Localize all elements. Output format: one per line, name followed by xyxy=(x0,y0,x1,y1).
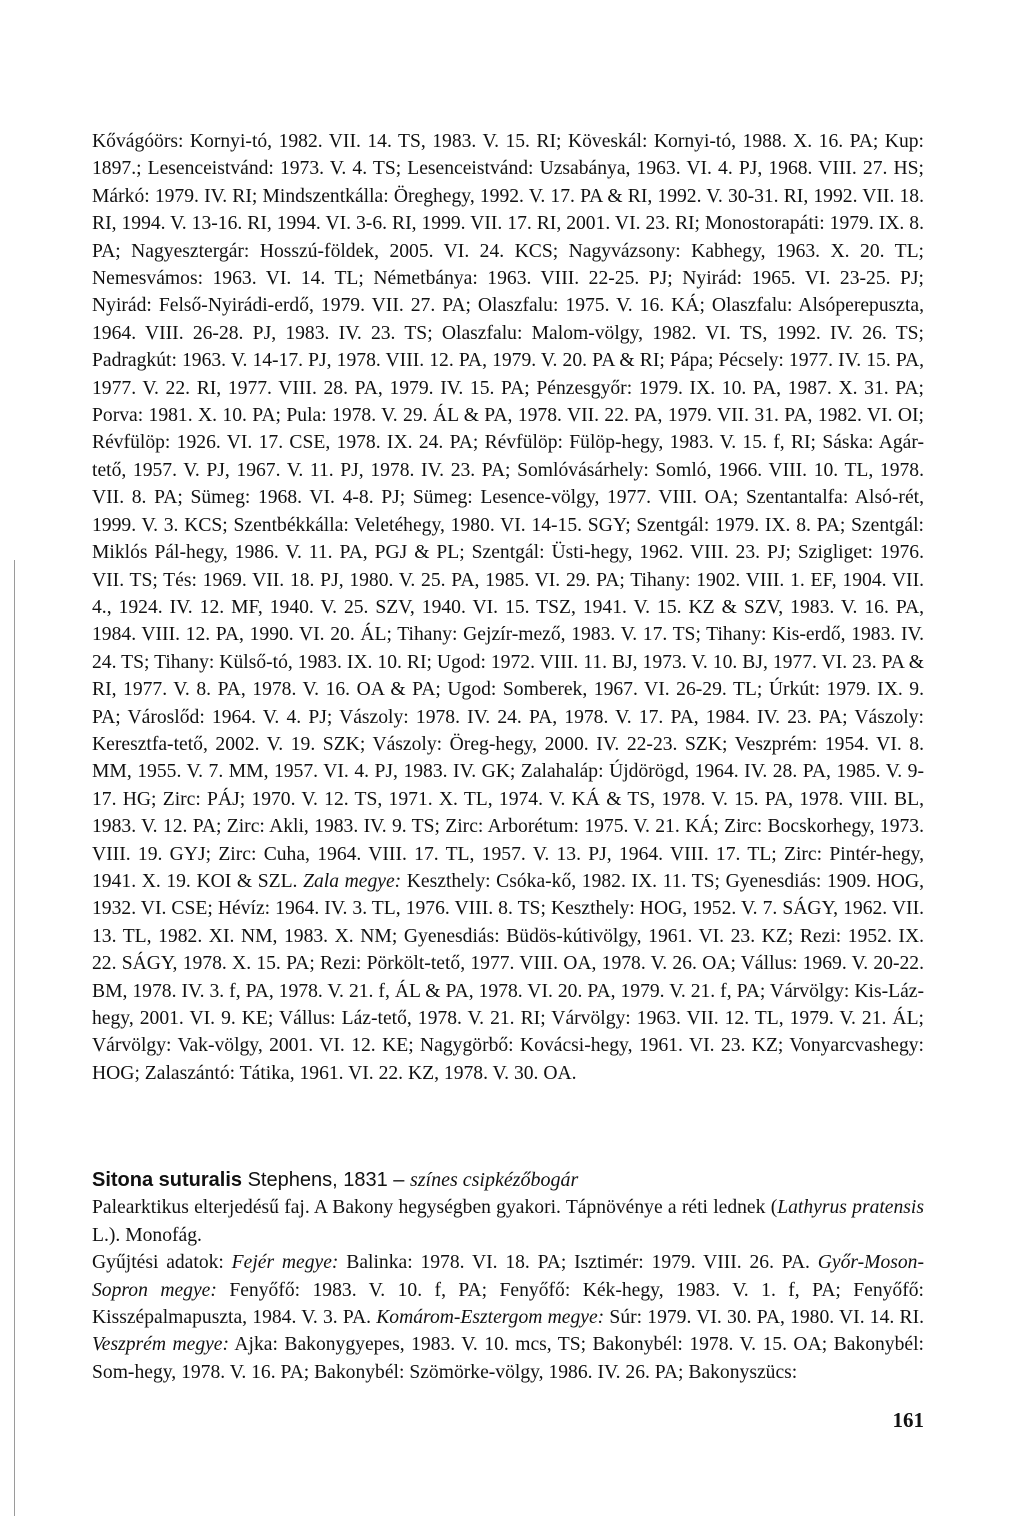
plant-open: ( xyxy=(770,1197,778,1219)
zala-records-text: Keszthely: Csóka-kő, 1982. IX. 11. TS; Gyenesdiás: 1909. HOG, 1932. VI. CSE; Hévíz: 1964. IV. 3. TL, 1976. VIII. 8. TS; Keszthely: HOG, 1952. V. 7. SÁGY, 1962. VII. 13. TL, 1982. XI. NM, 1983. X. NM; Gyenesdiás: Büdös-kútivölgy, 1961. VI. 23. KZ; Rezi: 1952. IX. 22. SÁGY, 1978. X. 15. PA; Rezi: Pörkölt-tető, 1977. VIII. OA, 1978. V. 26. OA; Vállus: 1969. V. 20-22. BM, 1978. IV. 3. f, PA, 1978. V. 21. f, ÁL & PA, 1978. VI. 20. PA, 1979. V. 21. f, PA; Várvölgy: Kis-Láz-hegy, 2001. VI. 9. KE; Vállus: Láz-tető, 1978. V. 21. RI; Várvölgy: 1963. VII. 12. TL, 1979. V. 21. ÁL; Várvölgy: Vak-völgy, 2001. VI. 12. KE; Nagygörbő: Kovácsi-hegy, 1961. VI. 23. KZ; Vonyarcvashegy: HOG; Zalaszántó: Tátika, 1961. VI. 22. KZ, 1978. V. 30. OA. xyxy=(92,870,924,1084)
scan-edge-line xyxy=(14,560,15,1516)
records-text: Kővágóörs: Kornyi-tó, 1982. VII. 14. TS, 1983. V. 15. RI; Köveskál: Kornyi-tó, 1988. X. 16. PA; Kup: 1897.; Lesenceistvánd: 1973. V. 4. TS; Lesenceistvánd: Uzsabánya, 1963. VI. 4. PJ, 1968. VIII. 27. HS; Márkó: 1979. IV. RI; Mindszentkálla: Öreghegy, 1992. V. 17. PA & RI, 1992. V. 30-31. RI, 1992. VII. 18. RI, 1994. V. 13-16. RI, 1994. VI. 3-6. RI, 1999. VII. 17. RI, 2001. VI. 23. RI; Monostorapáti: 1979. IX. 8. PA; Nagyesztergár: Hosszú-földek, 2005. VI. 24. KCS; Nagyvázsony: Kabhegy, 1963. X. 20. TL; Nemesvámos: 1963. VI. 14. TL; Németbánya: 1963. VIII. 22-25. PJ; Nyirád: 1965. VI. 23-25. PJ; Nyirád: Felső-Nyirádi-erdő, 1979. VII. 27. PA; Olaszfalu: 1975. V. 16. KÁ; Olaszfalu: Alsóperepuszta, 1964. VIII. 26-28. PJ, 1983. IV. 23. TS; Olaszfalu: Malom-völgy, 1982. VI. TS, 1992. IV. 26. TS; Padragkút: 1963. V. 14-17. PJ, 1978. VIII. 12. PA, 1979. V. 20. PA & RI; Pápa; Pécsely: 1977. IV. 15. PA, 1977. V. 22. RI, 1977. VIII. 28. PA, 1979. IV. 15. PA; Pénzesgyőr: 1979. IX. 10. PA, 1987. X. 31. PA; Porva: 1981. X. 10. PA; Pula: 1978. V. 29. ÁL & PA, 1978. VII. 22. PA, 1979. VII. 31. PA, 1982. VI. OI; Révfülöp: 1926. VI. 17. CSE, 1978. IX. 24. PA; Révfülöp: Fülöp-hegy, 1983. V. 15. f, RI; Sáska: Agár-tető, 1957. V. PJ, 1967. V. 11. PJ, 1978. IV. 23. PA; Somlóvásárhely: Somló, 1966. VIII. 10. TL, 1978. VII. 8. PA; Sümeg: 1968. VI. 4-8. PJ; Sümeg: Lesence-völgy, 1977. VIII. OA; Szentantalfa: Alsó-rét, 1999. V. 3. KCS; Szentbékkálla: Veletéhegy, 1980. VI. 14-15. SGY; Szentgál: 1979. IX. 8. PA; Szentgál: Miklós Pál-hegy, 1986. V. 11. PA, PGJ & PL; Szentgál: Üsti-hegy, 1962. VIII. 23. PJ; Szigliget: 1976. VII. TS; Tés: 1969. VII. 18. PJ, 1980. V. 25. PA, 1985. VI. 29. PA; Tihany: 1902. VIII. 1. EF, 1904. VII. 4., 1924. IV. 12. MF, 1940. V. 25. SZV, 1940. VI. 15. TSZ, 1941. V. 15. KZ & SZV, 1983. V. 16. PA, 1984. VIII. 12. PA, 1990. VI. 20. ÁL; Tihany: Gejzír-mező, 1983. V. 17. TS; Tihany: Kis-erdő, 1983. IV. 24. TS; Tihany: Külső-tó, 1983. IX. 10. RI; Ugod: 1972. VIII. 11. BJ, 1973. V. 10. BJ, 1977. VI. 23. PA & RI, 1977. V. 8. PA, 1978. V. 16. OA & PA; Ugod: Somberek, 1967. VI. 26-29. TL; Úrkút: 1979. IX. 9. PA; Városlőd: 1964. V. 4. PJ; Vászoly: 1978. IV. 24. PA, 1978. V. 17. PA, 1984. IV. 23. PA; Vászoly: Keresztfa-tető, 2002. V. 19. SZK; Vászoly: Öreg-hegy, 2000. IV. 22-23. SZK; Veszprém: 1954. VI. 8. MM, 1955. V. 7. MM, 1957. VI. 4. PJ, 1983. IV. GK; Zalahaláp: Újdörögd, 1964. IV. 28. PA, 1985. V. 9-17. HG; Zirc: PÁJ; 1970. V. 12. TS, 1971. X. TL, 1974. V. KÁ & TS, 1978. V. 15. PA, 1978. VIII. BL, 1983. V. 12. PA; Zirc: Akli, 1983. IV. 9. TS; Zirc: Arborétum: 1975. V. 21. KÁ; Zirc: Bocskorhegy, 1973. VIII. 19. GYJ; Zirc: Cuha, 1964. VIII. 17. TL, 1957. V. 13. PJ, 1964. VIII. 17. TL; Zirc: Pintér-hegy, 1941. X. 19. KOI & SZL. xyxy=(92,131,924,892)
species-heading xyxy=(92,1167,924,1194)
plant-rest: L.). Monofág. xyxy=(92,1224,202,1246)
fejer-county-label: Fejér megye: xyxy=(231,1252,339,1274)
species-dash: – xyxy=(393,1169,405,1191)
zala-county-label: Zala megye: xyxy=(303,870,402,892)
species-description xyxy=(92,1194,924,1249)
fejer-records: Balinka: 1978. VI. 18. PA; Isztimér: 1979. VIII. 26. PA. xyxy=(346,1252,810,1274)
gyor-county-label: Győr-Moson-Sopron megye: xyxy=(92,1252,924,1301)
plant-name: Lathyrus pratensis xyxy=(777,1197,924,1219)
gyor-records: Fenyőfő: 1983. V. 10. f, PA; Fenyőfő: Kék-hegy, 1983. V. 1. f, PA; Fenyőfő: Kisszépalmapuszta, 1984. V. 3. PA. xyxy=(92,1279,924,1329)
komarom-county-label: Komárom-Esztergom megye: xyxy=(376,1307,605,1329)
komarom-records: Súr: 1979. VI. 30. PA, 1980. VI. 14. RI. xyxy=(609,1307,924,1329)
collection-label: Gyűjtési adatok: xyxy=(92,1252,224,1274)
records-paragraph xyxy=(92,128,924,1087)
veszprem-records: Ajka: Bakonygyepes, 1983. V. 10. mcs, TS; Bakonybél: 1978. V. 15. OA; Bakonybél: Som-hegy, 1978. V. 16. PA; Bakonybél: Szömörke-völgy, 1986. IV. 26. PA; Bakonyszücs: xyxy=(92,1334,924,1383)
species-section xyxy=(92,1167,924,1386)
page-number: 161 xyxy=(892,1408,924,1432)
collection-data-paragraph xyxy=(92,1249,924,1386)
description-text: Palearktikus elterjedésű faj. A Bakony hegységben gyakori. Tápnövénye a réti lednek xyxy=(92,1197,766,1219)
species-author: Stephens, 1831 xyxy=(247,1169,388,1191)
records-text-block xyxy=(92,128,924,1087)
veszprem-county-label: Veszprém megye: xyxy=(92,1334,230,1356)
species-common-name: színes csipkézőbogár xyxy=(409,1169,579,1191)
species-name: Sitona suturalis xyxy=(92,1169,243,1191)
